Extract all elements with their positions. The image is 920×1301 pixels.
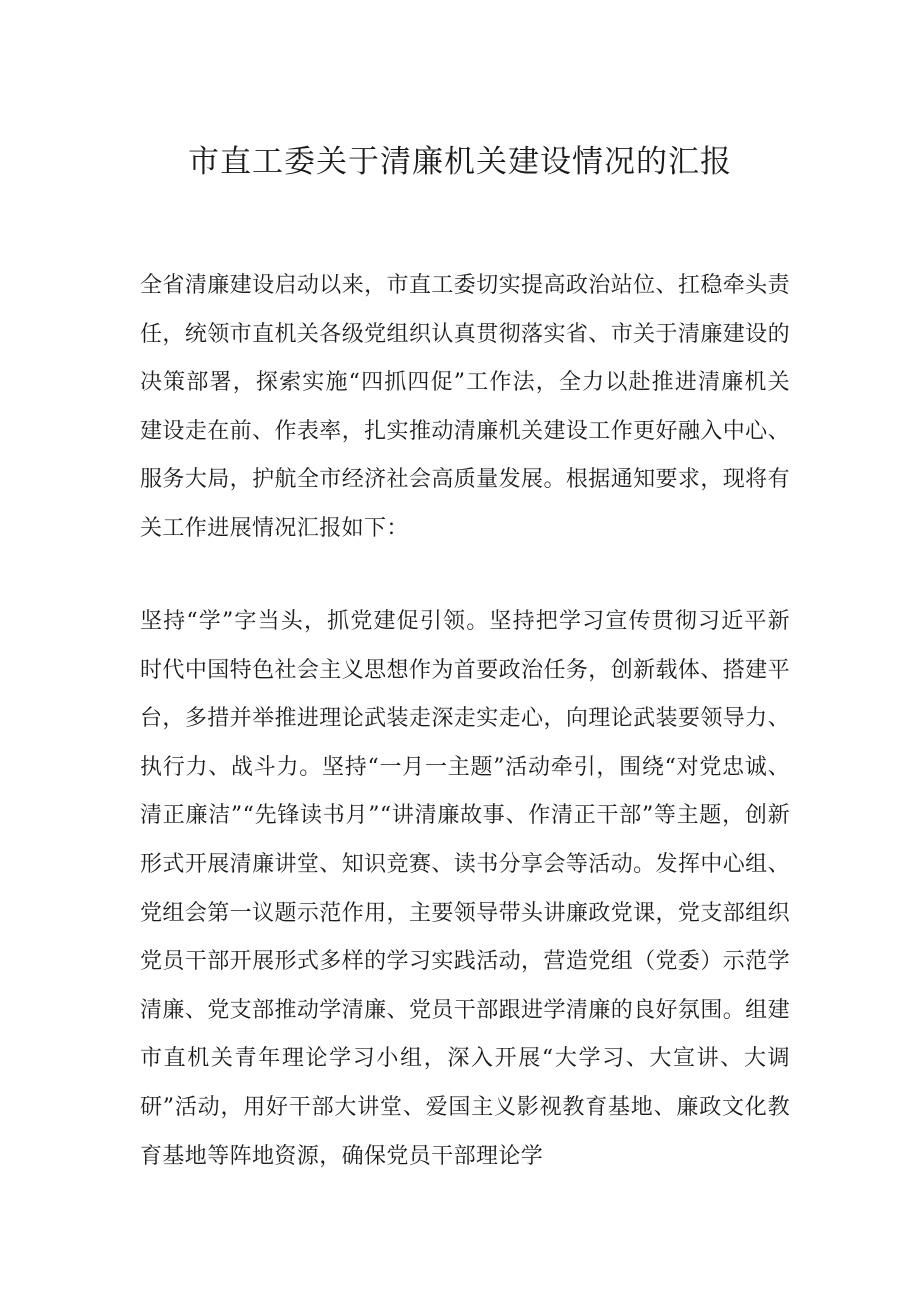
paragraph-intro: 全省清廉建设启动以来，市直工委切实提高政治站位、扛稳牵头责任，统领市直机关各级党组织认真贯彻落实省、市关于清廉建设的决策部署，探索实施“四抓四促”工作法，全力以赴推进清廉机关建设走在前、作表率，扎实推动清廉机关建设工作更好融入中心、服务大局，护航全市经济社会高质量发展。根据通知要求，现将有关工作进展情况汇报如下： bbox=[140, 273, 790, 541]
document-title: 市直工委关于清廉机关建设情况的汇报 bbox=[188, 144, 732, 180]
paragraph-study: 坚持“学”字当头，抓党建促引领。坚持把学习宣传贯彻习近平新时代中国特色社会主义思想作为首要政治任务，创新载体、搭建平台，多措并举推进理论武装走深走实走心，向理论武装要领导力、执行力、战斗力。坚持“一月一主题”活动牵引，围绕“对党忠诚、清正廉洁”“先锋读书月”“讲清廉故事、作清正干部”等主题，创新形式开展清廉讲堂、知识竞赛、读书分享会等活动。发挥中心组、党组会第一议题示范作用，主要领导带头讲廉政党课，党支部组织党员干部开展形式多样的学习实践活动，营造党组（党委）示范学清廉、党支部推动学清廉、党员干部跟进学清廉的良好氛围。组建市直机关青年理论学习小组，深入开展“大学习、大宣讲、大调研”活动，用好干部大讲堂、爱国主义影视教育基地、廉政文化教育基地等阵地资源，确保党员干部理论学 bbox=[140, 609, 790, 1169]
